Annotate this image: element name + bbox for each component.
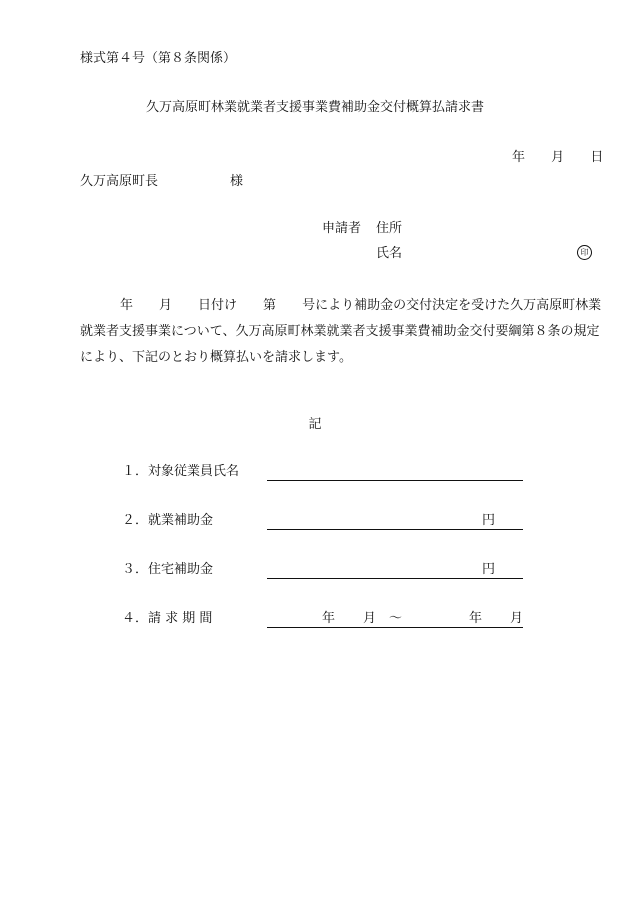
addressee-name: 久万高原町長 <box>80 174 159 189</box>
addressee-honorific: 様 <box>230 174 244 189</box>
request-period-field[interactable] <box>267 611 523 628</box>
employment-subsidy-field[interactable] <box>267 513 523 530</box>
period-start-year: 年 <box>322 611 336 626</box>
addressee <box>80 174 243 190</box>
date-day-label: 日 <box>590 150 604 165</box>
period-end-year: 年 <box>469 611 483 626</box>
applicant-name-label: 氏名 <box>376 246 403 261</box>
housing-subsidy-field[interactable] <box>267 562 523 579</box>
applicant-address-label: 住所 <box>376 221 403 236</box>
housing-subsidy-unit: 円 <box>481 562 495 577</box>
request-body-text <box>80 293 610 371</box>
period-start-month: 月 <box>363 611 377 626</box>
body-dated: 日付け <box>198 298 238 313</box>
date-line <box>512 150 603 166</box>
item-employment-subsidy-label: ２．就業補助金 <box>122 513 214 528</box>
body-number-prefix: 第 <box>263 298 277 313</box>
form-number: 様式第４号（第８条関係） <box>80 51 237 66</box>
item-employee-name-label: １．対象従業員氏名 <box>122 464 240 479</box>
item-housing-subsidy-label: ３．住宅補助金 <box>122 562 214 577</box>
body-main-text: 号により補助金の交付決定を受けた久万高原町林業就業者支援事業について、久万高原町林業就業者支援事業費補助金交付要綱第８条の規定により、下記のとおり概算払いを請求します。 <box>80 298 602 365</box>
period-tilde: ～ <box>389 611 403 626</box>
seal-mark-icon: 印 <box>577 245 592 260</box>
applicant-label: 申請者 <box>322 221 362 236</box>
body-month: 月 <box>159 298 173 313</box>
notes-heading: 記 <box>308 417 322 432</box>
employee-name-field[interactable] <box>267 464 523 481</box>
employment-subsidy-unit: 円 <box>481 513 495 528</box>
date-year-label: 年 <box>512 150 526 165</box>
period-end-month: 月 <box>510 611 524 626</box>
document-title: 久万高原町林業就業者支援事業費補助金交付概算払請求書 <box>145 100 484 115</box>
item-request-period-label: ４．請 求 期 間 <box>122 611 213 626</box>
date-month-label: 月 <box>551 150 565 165</box>
body-year: 年 <box>120 298 134 313</box>
